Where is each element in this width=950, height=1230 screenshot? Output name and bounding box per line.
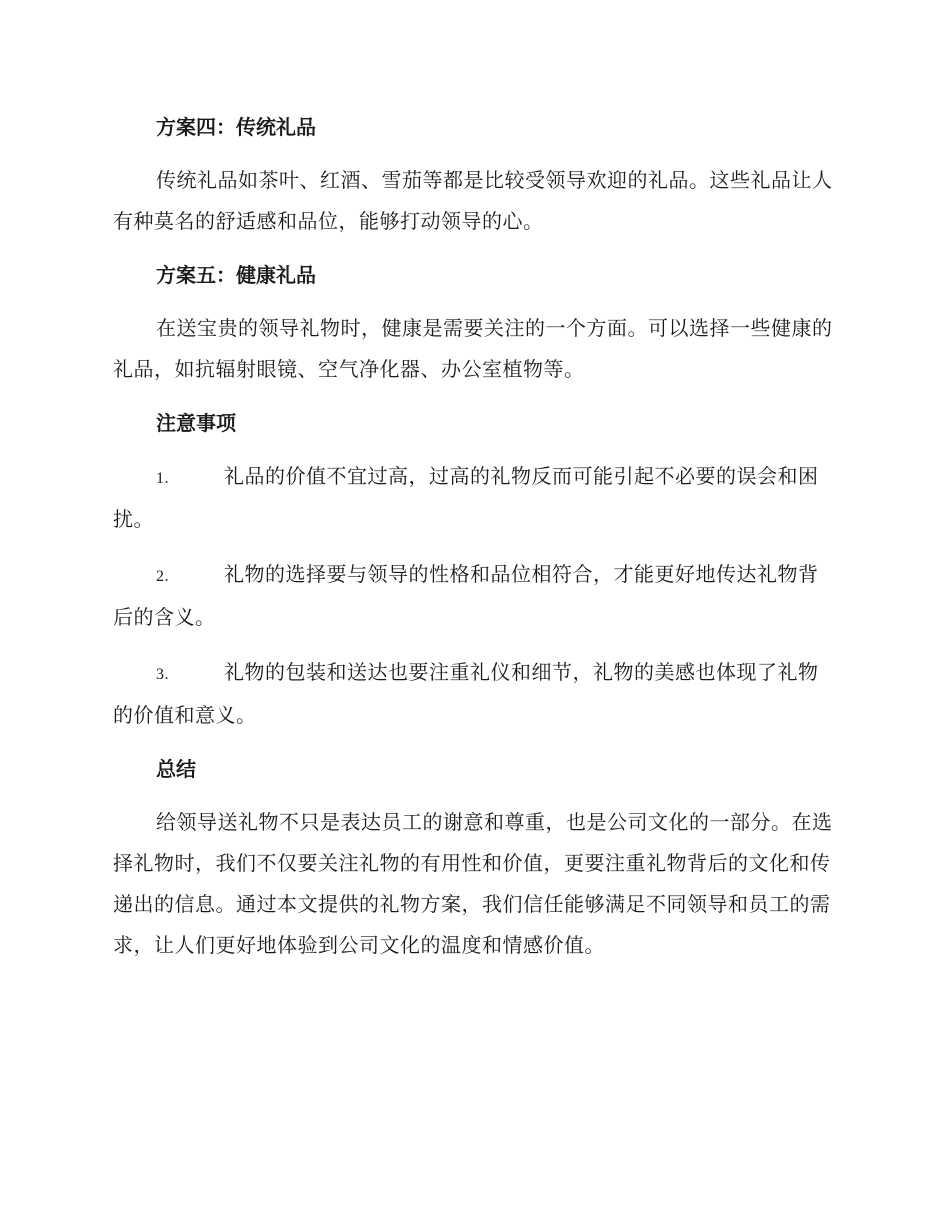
note-item-text: 礼物的选择要与领导的性格和品位相符合，才能更好地传达礼物背后的含义。 xyxy=(113,562,819,629)
notes-heading: 注意事项 xyxy=(156,411,236,435)
note-item-number: 2. xyxy=(156,568,169,585)
note-item-3 xyxy=(113,652,833,736)
note-item-2 xyxy=(113,554,833,638)
summary-text: 给领导送礼物不只是表达员工的谢意和尊重，也是公司文化的一部分。在选择礼物时，我们不仅要关注礼物的有用性和价值，更要注重礼物背后的文化和传递出的信息。通过本文提供的礼物方案，我们信任能够满足不同领导和员工的需求，让人们更好地体验到公司文化的温度和情感价值。 xyxy=(113,810,833,957)
note-item-text: 礼物的包装和送达也要注重礼仪和细节，礼物的美感也体现了礼物的价值和意义。 xyxy=(113,660,819,727)
summary-heading: 总结 xyxy=(156,757,196,781)
document-body xyxy=(113,108,833,980)
note-item-text: 礼品的价值不宜过高，过高的礼物反而可能引起不必要的误会和困扰。 xyxy=(113,464,819,531)
note-item-number: 1. xyxy=(156,470,169,487)
section-heading-plan-four: 方案四：传统礼品 xyxy=(156,115,316,139)
note-item-number: 3. xyxy=(156,666,169,683)
section-text-plan-five: 在送宝贵的领导礼物时，健康是需要关注的一个方面。可以选择一些健康的礼品，如抗辐射眼镜、空气净化器、办公室植物等。 xyxy=(113,316,833,381)
section-text-plan-four: 传统礼品如茶叶、红酒、雪茄等都是比较受领导欢迎的礼品。这些礼品让人有种莫名的舒适感和品位，能够打动领导的心。 xyxy=(113,168,833,233)
section-heading-plan-five: 方案五：健康礼品 xyxy=(156,263,316,287)
note-item-1 xyxy=(113,456,833,540)
